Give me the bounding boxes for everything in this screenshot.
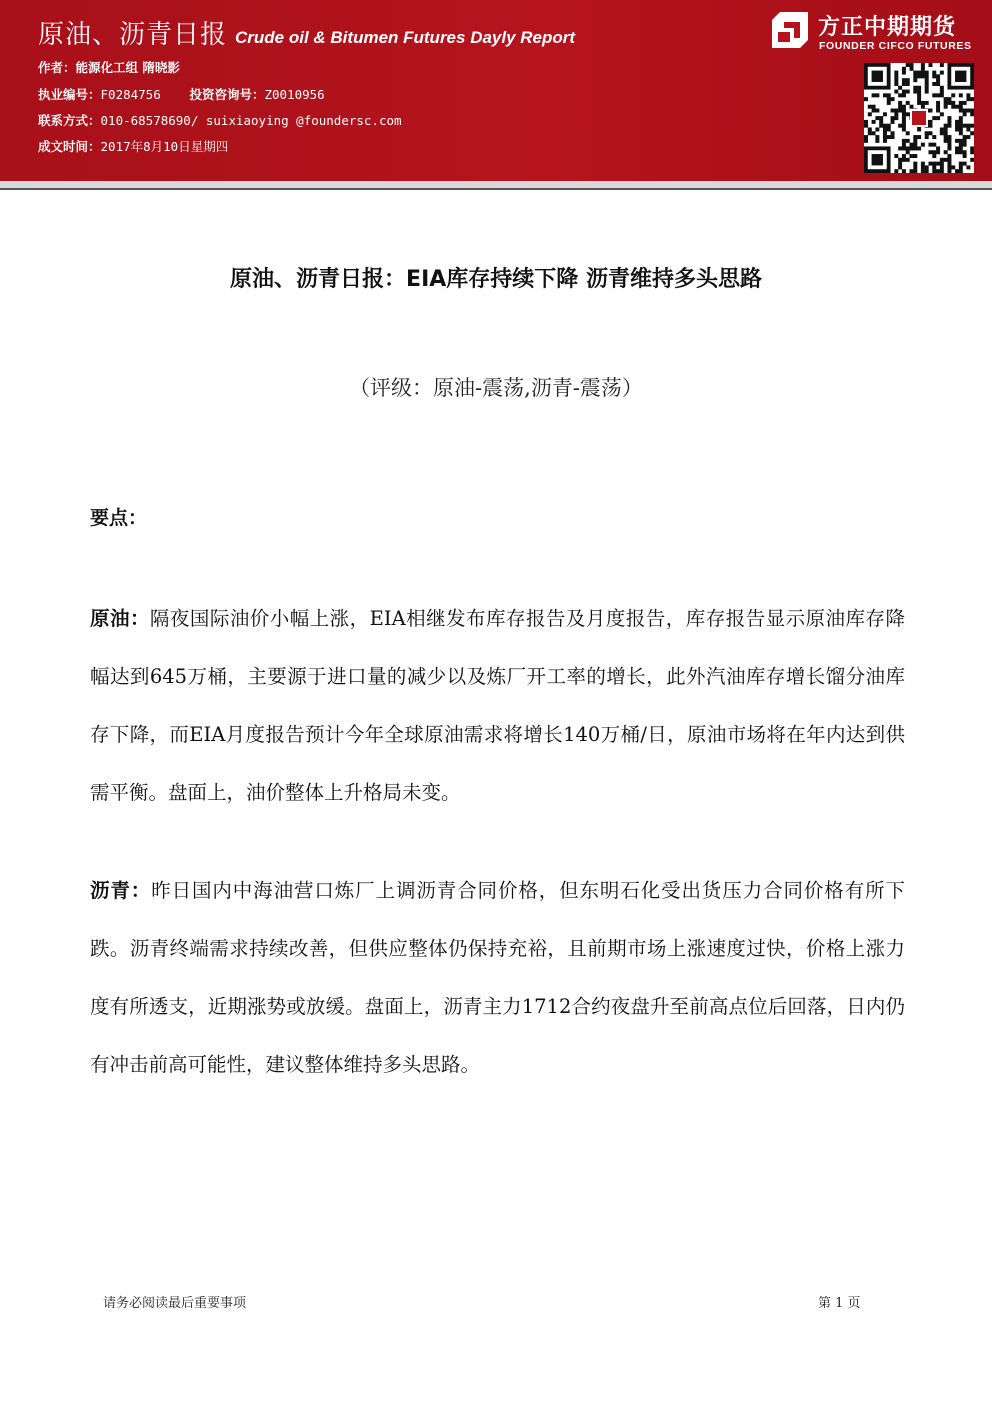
header-banner	[0, 0, 992, 181]
consult-value: Z0010956	[264, 87, 325, 102]
header-divider-dark	[0, 188, 992, 190]
author-label: 作者：	[38, 60, 76, 75]
banner-title	[38, 14, 575, 51]
date-value: 2017年8月10日星期四	[100, 139, 229, 154]
rating-line: （评级：原油-震荡,沥青-震荡）	[349, 376, 643, 400]
license-line	[38, 85, 325, 103]
qr-code-icon	[864, 63, 974, 173]
contact-label: 联系方式：	[38, 113, 101, 128]
bitumen-paragraph	[90, 862, 905, 1094]
crude-paragraph	[90, 590, 905, 822]
author-line	[38, 58, 180, 76]
contact-value: 010-68578690/ suixiaoying @foundersc.com	[100, 113, 402, 128]
author-value: 能源化工组 隋晓影	[75, 60, 180, 75]
logo-en: FOUNDER CIFCO FUTURES	[819, 40, 972, 52]
footer-notice: 请务必阅读最后重要事项	[103, 1296, 247, 1311]
crude-label: 原油：	[90, 607, 150, 630]
date-label: 成文时间：	[38, 139, 101, 154]
bitumen-label: 沥青：	[90, 879, 152, 902]
title-en: Crude oil & Bitumen Futures Dayly Report	[235, 28, 576, 47]
consult-label: 投资咨询号：	[189, 87, 265, 102]
logo-cn: 方正中期期货	[818, 15, 957, 40]
contact-line	[38, 111, 402, 129]
keypoints-heading: 要点：	[90, 507, 148, 529]
founder-logo-icon	[770, 10, 810, 50]
crude-text: 隔夜国际油价小幅上涨，EIA相继发布库存报告及月度报告，库存报告显示原油库存降幅达到645万桶，主要源于进口量的减少以及炼厂开工率的增长，此外汽油库存增长馏分油库存下降，而EIA月度报告预计今年全球原油需求将增长140万桶/日，原油市场将在年内达到供需平衡。盘面上，油价整体上升格局未变。	[90, 607, 905, 804]
date-line	[38, 137, 228, 155]
title-cn: 原油、沥青日报	[38, 20, 228, 50]
bitumen-text: 昨日国内中海油营口炼厂上调沥青合同价格，但东明石化受出货压力合同价格有所下跌。沥青终端需求持续改善，但供应整体仍保持充裕，且前期市场上涨速度过快，价格上涨力度有所透支，近期涨势或放缓。盘面上，沥青主力1712合约夜盘升至前高点位后回落，日内仍有冲击前高可能性，建议整体维持多头思路。	[90, 879, 905, 1076]
header-divider	[0, 181, 992, 188]
license-label: 执业编号：	[38, 87, 101, 102]
company-logo	[770, 8, 985, 56]
page-number: 第 1 页	[818, 1296, 861, 1311]
license-value: F0284756	[100, 87, 161, 102]
report-title: 原油、沥青日报：EIA库存持续下降 沥青维持多头思路	[230, 267, 762, 292]
